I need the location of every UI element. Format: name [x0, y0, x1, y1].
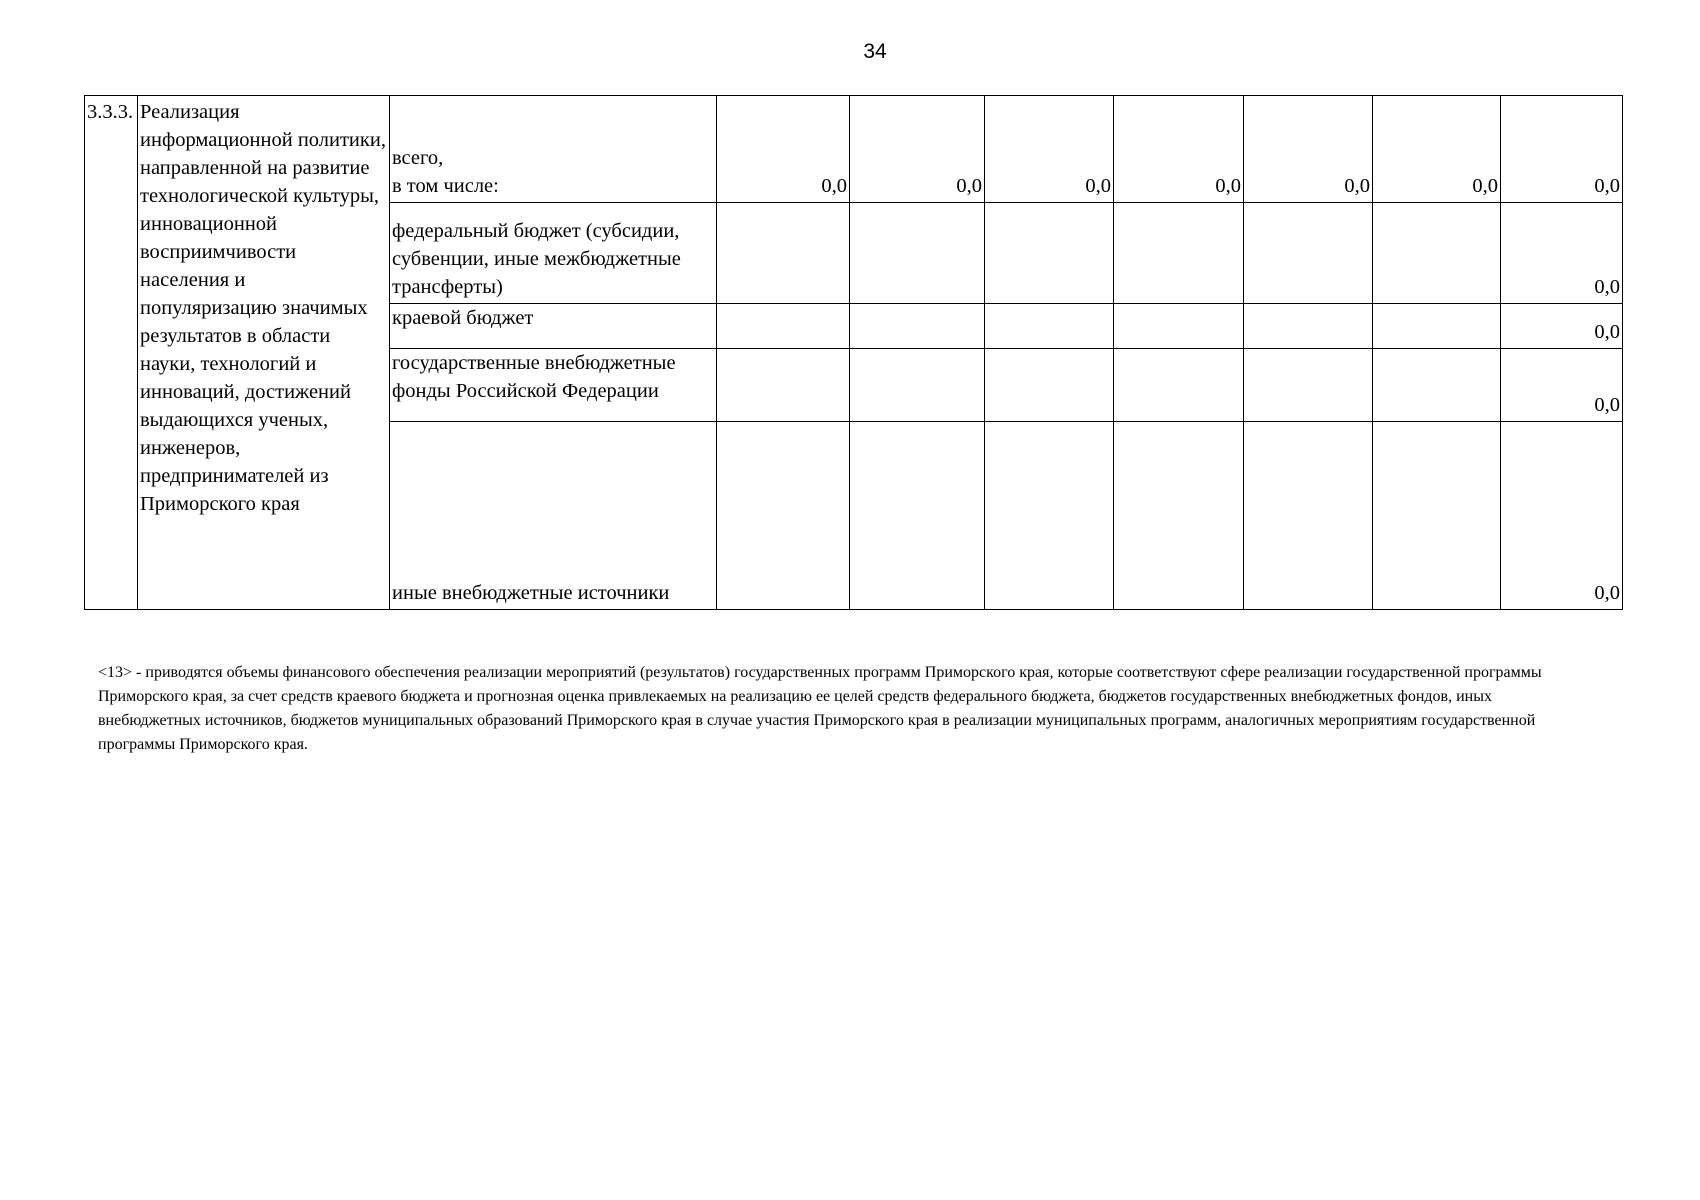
value-cell [1244, 203, 1373, 304]
value-cell [717, 304, 850, 349]
value-cell [717, 203, 850, 304]
value-cell [1373, 422, 1501, 610]
value-cell: 0,0 [1373, 96, 1501, 203]
value-cell: 0,0 [1501, 203, 1623, 304]
value-cell [1244, 349, 1373, 422]
value-cell [1373, 203, 1501, 304]
value-cell: 0,0 [1501, 422, 1623, 610]
value-cell [717, 349, 850, 422]
value-cell: 0,0 [1244, 96, 1373, 203]
source-label-total: всего, в том числе: [390, 96, 717, 203]
event-title-cell: Реализация информационной политики, направленной на развитие технологической культуры, инновационной восприимчивости населения и популяризацию значимых результатов в области науки, технологий и инноваций, достижений выдающихся ученых, инженеров, предпринимателей из Приморского края [138, 96, 390, 610]
value-cell [850, 349, 985, 422]
value-cell [1373, 349, 1501, 422]
value-cell [850, 422, 985, 610]
budget-table [84, 95, 1623, 610]
value-cell [985, 422, 1114, 610]
source-label-federal: федеральный бюджет (субсидии, субвенции, иные межбюджетные трансферты) [390, 203, 717, 304]
value-cell [1114, 304, 1244, 349]
value-cell [1114, 203, 1244, 304]
value-cell [1114, 422, 1244, 610]
row-number-cell: 3.3.3. [85, 96, 138, 610]
page-number: 34 [863, 40, 887, 63]
value-cell [1114, 349, 1244, 422]
source-label-regional: краевой бюджет [390, 304, 717, 349]
value-cell [985, 304, 1114, 349]
source-label-state-funds: государственные внебюджетные фонды Российской Федерации [390, 349, 717, 422]
value-cell [1373, 304, 1501, 349]
value-cell [850, 304, 985, 349]
table-row-total [85, 96, 1623, 203]
value-cell: 0,0 [1114, 96, 1244, 203]
value-cell: 0,0 [850, 96, 985, 203]
value-cell [717, 422, 850, 610]
value-cell [985, 203, 1114, 304]
value-cell [1244, 304, 1373, 349]
source-label-other: иные внебюджетные источники [390, 422, 717, 610]
footnote: <13> - приводятся объемы финансового обеспечения реализации мероприятий (результатов) государственных программ Приморского края, которые соответствуют сфере реализации государственной программы Приморского края, за счет средств краевого бюджета и прогнозная оценка привлекаемых на реализацию ее целей средств федерального бюджета, бюджетов государственных внебюджетных фондов, иных внебюджетных источников, бюджетов муниципальных образований Приморского края в случае участия Приморского края в реализации муниципальных программ, аналогичных мероприятиям государственной программы Приморского края. [98, 664, 1542, 753]
value-cell: 0,0 [717, 96, 850, 203]
value-cell [985, 349, 1114, 422]
value-cell [850, 203, 985, 304]
value-cell: 0,0 [985, 96, 1114, 203]
value-cell: 0,0 [1501, 96, 1623, 203]
value-cell: 0,0 [1501, 304, 1623, 349]
value-cell [1244, 422, 1373, 610]
value-cell: 0,0 [1501, 349, 1623, 422]
